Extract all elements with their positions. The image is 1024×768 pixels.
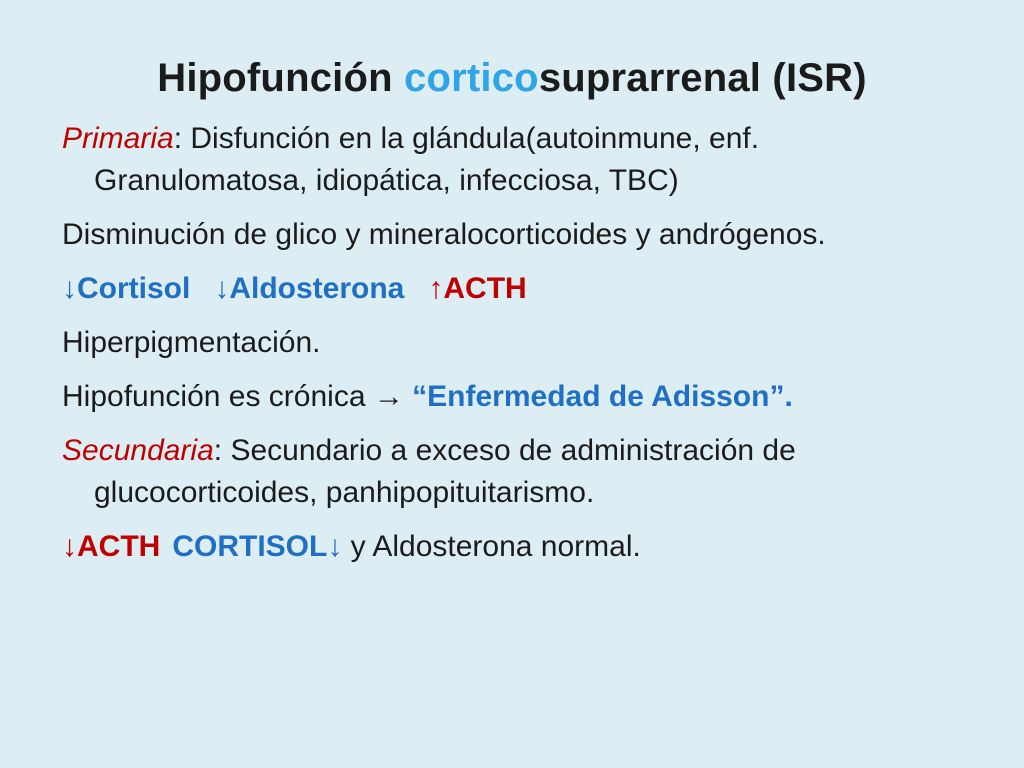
secundaria-text: : Secundario a exceso de administración de glucocorticoides, panhipopituitarismo. bbox=[94, 434, 796, 509]
slide-body bbox=[62, 118, 962, 580]
cortisol-down-caps: CORTISOL↓ bbox=[172, 530, 343, 563]
hipofuncion-text: Hipofunción es crónica → bbox=[62, 380, 413, 413]
title-part-1: Hipofunción bbox=[157, 56, 405, 100]
hiperpigmentacion-paragraph bbox=[62, 322, 962, 364]
title-part-2: suprarrenal (ISR) bbox=[538, 56, 867, 100]
aldosterona-normal: y Aldosterona normal. bbox=[342, 530, 641, 563]
adisson-text: “Enfermedad de Adisson”. bbox=[412, 380, 793, 413]
aldosterona-down: ↓Aldosterona bbox=[214, 272, 405, 305]
slide-title bbox=[0, 50, 1024, 106]
title-accent: cortico bbox=[404, 56, 539, 100]
acth-up: ↑ACTH bbox=[428, 272, 527, 305]
primaria-paragraph bbox=[62, 118, 962, 202]
secundaria-label: Secundaria bbox=[62, 434, 214, 467]
hipofuncion-paragraph bbox=[62, 376, 962, 418]
disminucion-text: Disminución de glico y mineralocorticoides y andrógenos. bbox=[62, 218, 826, 251]
primaria-label: Primaria bbox=[62, 122, 174, 155]
hormones-paragraph bbox=[62, 268, 962, 310]
secundaria-hormones-paragraph bbox=[62, 526, 962, 568]
cortisol-down: ↓Cortisol bbox=[62, 272, 191, 305]
acth-down: ↓ACTH bbox=[62, 530, 161, 563]
disminucion-paragraph bbox=[62, 214, 962, 256]
primaria-text: : Disfunción en la glándula(autoinmune, enf. Granulomatosa, idiopática, infecciosa, TBC) bbox=[94, 122, 760, 197]
secundaria-paragraph bbox=[62, 430, 962, 514]
hiperpigmentacion-text: Hiperpigmentación. bbox=[62, 326, 321, 359]
